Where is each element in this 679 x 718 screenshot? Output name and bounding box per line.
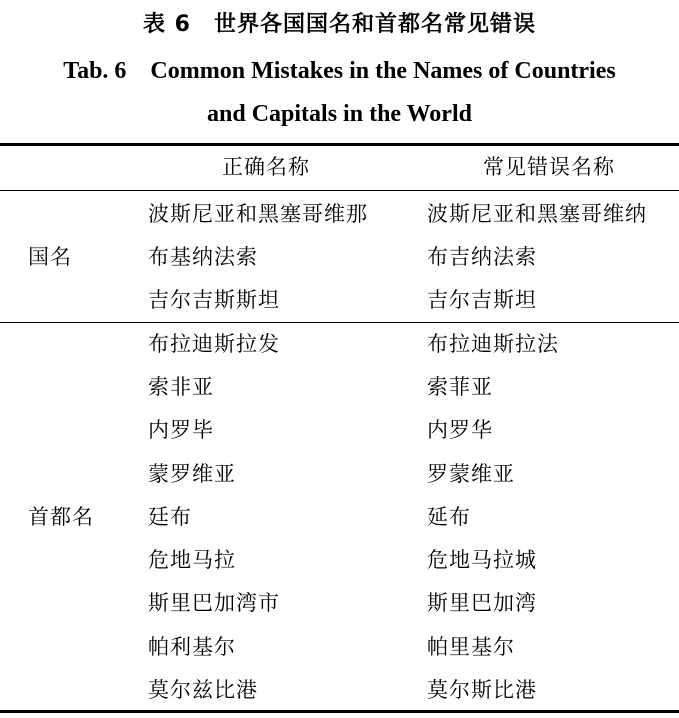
correct-name-cell: 危地马拉: [148, 548, 236, 572]
correct-name-cell: 索非亚: [148, 375, 214, 399]
correct-name-cell: 莫尔兹比港: [148, 678, 258, 702]
mistake-name-cell: 斯里巴加湾: [427, 591, 537, 615]
table-top-rule: [0, 143, 679, 146]
mistake-name-cell: 布拉迪斯拉法: [427, 332, 559, 356]
column-header-mistake: 常见错误名称: [483, 155, 615, 179]
mistake-name-cell: 波斯尼亚和黑塞哥维纳: [427, 202, 647, 226]
correct-name-cell: 斯里巴加湾市: [148, 591, 280, 615]
group-label-capital: 首都名: [28, 505, 94, 529]
table-caption-en-line1: Tab. 6 Common Mistakes in the Names of Countries: [63, 58, 616, 84]
table-bottom-rule: [0, 710, 679, 713]
table-header-rule: [0, 190, 679, 191]
table-caption-cn: 表 6 世界各国国名和首都名常见错误: [143, 12, 536, 37]
correct-name-cell: 布基纳法索: [148, 245, 258, 269]
mistake-name-cell: 莫尔斯比港: [427, 678, 537, 702]
group-label-country: 国名: [28, 245, 72, 269]
mistake-name-cell: 罗蒙维亚: [427, 462, 515, 486]
mistake-name-cell: 帕里基尔: [427, 635, 515, 659]
column-header-correct: 正确名称: [222, 155, 310, 179]
correct-name-cell: 廷布: [148, 505, 192, 529]
correct-name-cell: 蒙罗维亚: [148, 462, 236, 486]
mistake-name-cell: 危地马拉城: [427, 548, 537, 572]
correct-name-cell: 吉尔吉斯斯坦: [148, 288, 280, 312]
correct-name-cell: 布拉迪斯拉发: [148, 332, 280, 356]
mistake-name-cell: 吉尔吉斯坦: [427, 288, 537, 312]
group-divider-rule: [0, 322, 679, 323]
correct-name-cell: 波斯尼亚和黑塞哥维那: [148, 202, 368, 226]
mistake-name-cell: 内罗华: [427, 418, 493, 442]
table-caption-en-line2: and Capitals in the World: [207, 101, 472, 127]
mistake-name-cell: 延布: [427, 505, 471, 529]
mistake-name-cell: 索菲亚: [427, 375, 493, 399]
correct-name-cell: 帕利基尔: [148, 635, 236, 659]
mistake-name-cell: 布吉纳法索: [427, 245, 537, 269]
correct-name-cell: 内罗毕: [148, 418, 214, 442]
